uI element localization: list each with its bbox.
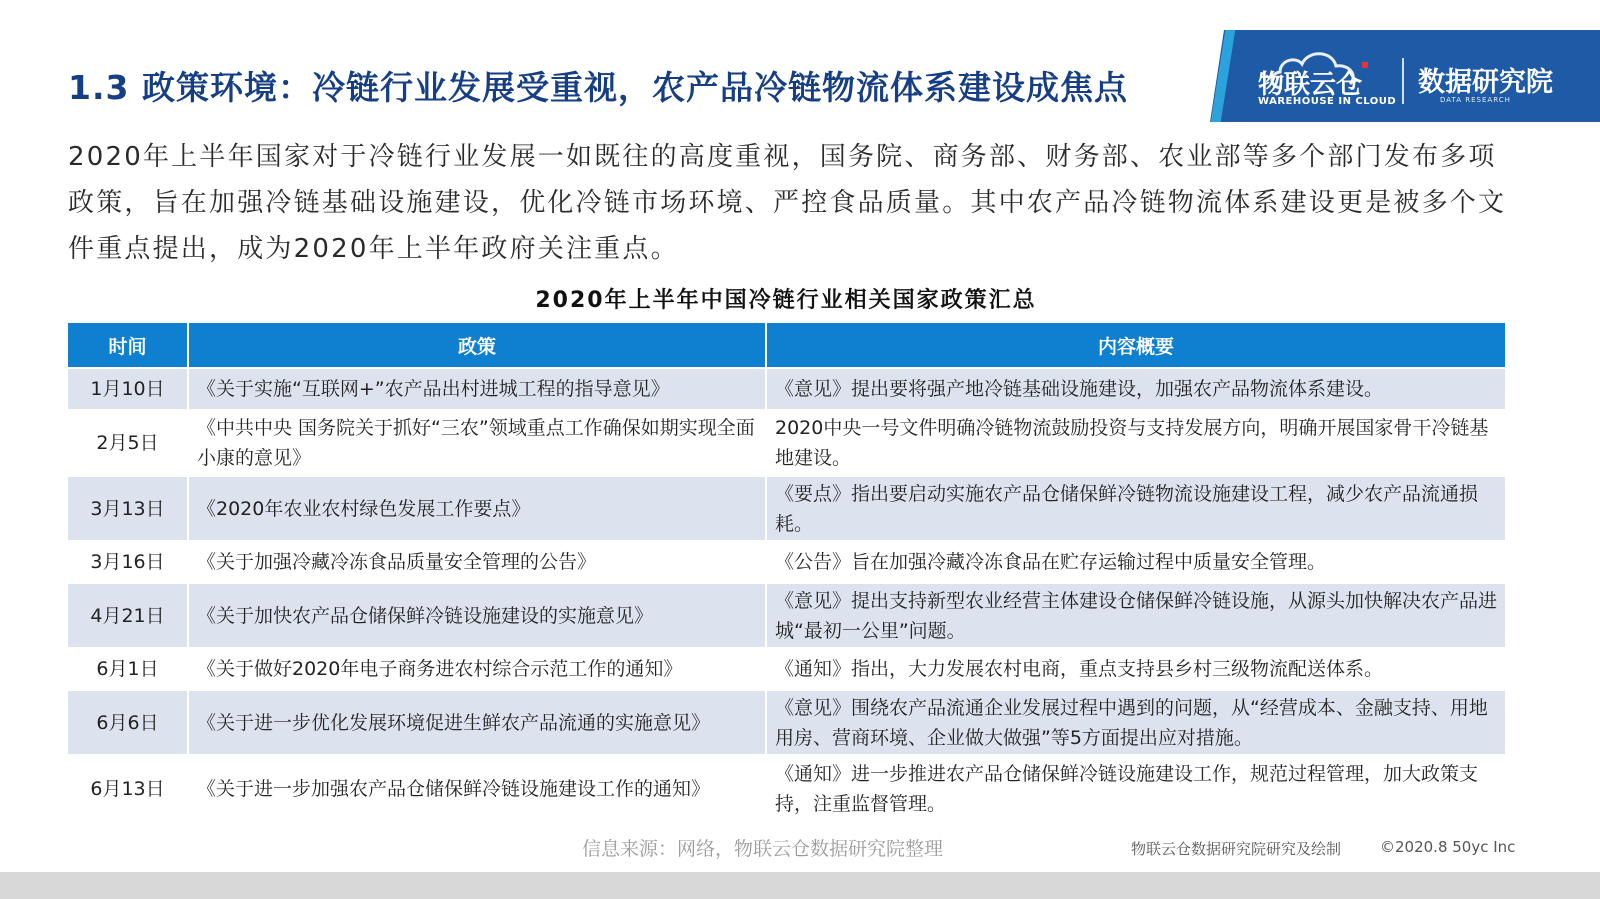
intro-paragraph: 2020年上半年国家对于冷链行业发展一如既往的高度重视，国务院、商务部、财务部、农业部等多个部门发布多项政策，旨在加强冷链基础设施建设，优化冷链市场环境、严控食品质量。其中农产品冷链物流体系建设更是被多个文件重点提出，成为2020年上半年政府关注重点。 [68,142,1507,264]
date-cell: 6月13日 [68,755,188,821]
summary-cell: 2020中央一号文件明确冷链物流鼓励投资与支持发展方向，明确开展国家骨干冷链基地建设。 [766,410,1505,476]
summary-cell: 《意见》提出支持新型农业经营主体建设仓储保鲜冷链设施，从源头加快解决农产品进城“最初一公里”问题。 [766,583,1505,648]
policy-cell: 《关于进一步加强农产品仓储保鲜冷链设施建设工作的通知》 [188,755,766,821]
logo-institute: 数据研究院 [1418,67,1553,98]
credit-note: 物联云仓数据研究院研究及绘制 [1131,840,1342,858]
policy-cell: 《关于进一步优化发展环境促进生鲜农产品流通的实施意见》 [188,690,766,755]
column-header-policy: 政策 [188,323,766,368]
date-cell: 4月21日 [68,583,188,648]
policy-cell: 《中共中央 国务院关于抓好“三农”领域重点工作确保如期实现全面小康的意见》 [188,410,766,476]
table-title: 2020年上半年中国冷链行业相关国家政策汇总 [535,288,1037,313]
policy-table [68,323,1505,821]
table-row [68,368,1505,410]
summary-cell: 《要点》指出要启动实施农产品仓储保鲜冷链物流设施建设工程，减少农产品流通损耗。 [766,476,1505,541]
copyright-note: ©2020.8 50yc Inc [1380,838,1516,856]
source-note: 信息来源：网络，物联云仓数据研究院整理 [582,838,944,860]
table-row [68,690,1505,755]
date-cell: 6月1日 [68,648,188,690]
policy-cell: 《关于加快农产品仓储保鲜冷链设施建设的实施意见》 [188,583,766,648]
column-header-date: 时间 [68,323,188,368]
summary-cell: 《通知》进一步推进农产品仓储保鲜冷链设施建设工作，规范过程管理，加大政策支持，注重监督管理。 [766,755,1505,821]
table-row [68,541,1505,583]
column-header-summary: 内容概要 [766,323,1505,368]
summary-cell: 《通知》指出，大力发展农村电商，重点支持县乡村三级物流配送体系。 [766,648,1505,690]
table-row [68,755,1505,821]
policy-cell: 《2020年农业农村绿色发展工作要点》 [188,476,766,541]
summary-cell: 《公告》旨在加强冷藏冷冻食品在贮存运输过程中质量安全管理。 [766,541,1505,583]
logo-institute-en: DATA RESEARCH [1440,96,1511,104]
date-cell: 6月6日 [68,690,188,755]
logo-brand-en: WAREHOUSE IN CLOUD [1258,96,1397,107]
date-cell: 1月10日 [68,368,188,410]
table-header-row [68,323,1505,368]
date-cell: 3月16日 [68,541,188,583]
logo-brand: 物联云仓 [1258,70,1363,100]
summary-cell: 《意见》围绕农产品流通企业发展过程中遇到的问题，从“经营成本、金融支持、用地用房、营商环境、企业做大做强”等5方面提出应对措施。 [766,690,1505,755]
summary-cell: 《意见》提出要将强产地冷链基础设施建设，加强农产品物流体系建设。 [766,368,1505,410]
date-cell: 2月5日 [68,410,188,476]
table-row [68,648,1505,690]
policy-cell: 《关于加强冷藏冷冻食品质量安全管理的公告》 [188,541,766,583]
bottom-bar [0,872,1600,899]
page-title: 1.3 政策环境：冷链行业发展受重视，农产品冷链物流体系建设成焦点 [68,68,1128,107]
logo-divider [1402,58,1404,104]
table-row [68,410,1505,476]
date-cell: 3月13日 [68,476,188,541]
table-row [68,476,1505,541]
policy-cell: 《关于实施“互联网+”农产品出村进城工程的指导意见》 [188,368,766,410]
table-row [68,583,1505,648]
policy-cell: 《关于做好2020年电子商务进农村综合示范工作的通知》 [188,648,766,690]
